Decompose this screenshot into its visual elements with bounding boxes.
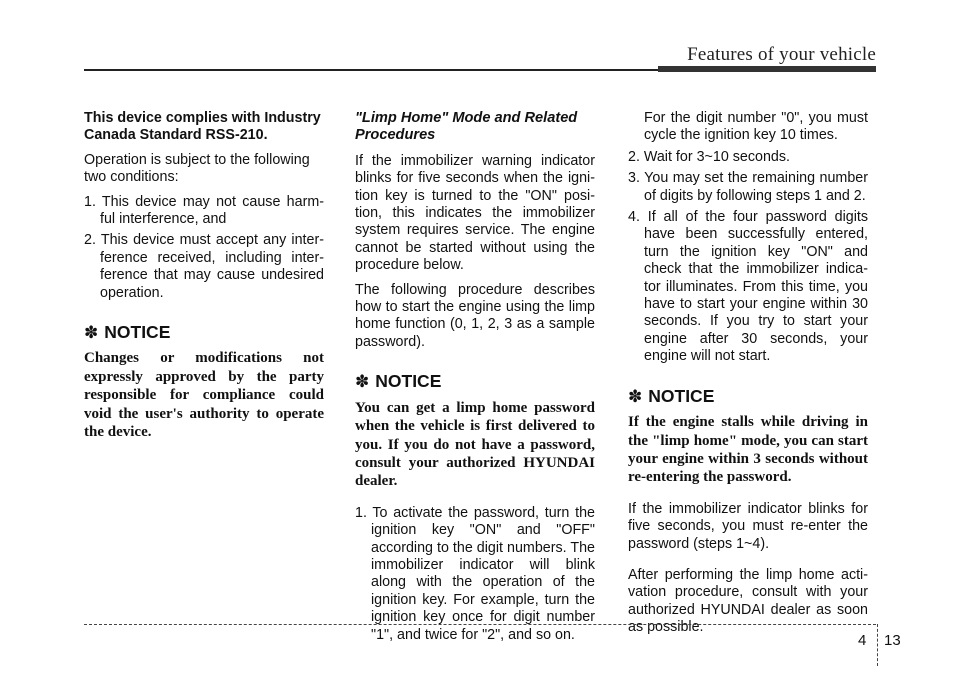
paragraph: After performing the limp home acti-vation procedure, consult with your authorized HYUNDAI dealer as soon as possible. [628,566,868,636]
list-item: 2. Wait for 3~10 seconds. [628,148,790,165]
page-number: 13 [884,632,901,649]
notice-title: NOTICE [375,371,442,392]
footer-rule [84,624,876,625]
notice-title: NOTICE [104,322,171,343]
column-middle [355,110,595,648]
compliance-statement: This device complies with Industry Canada Standard RSS-210. [84,110,321,144]
section-subheading: "Limp Home" Mode and Related Procedures [355,110,578,144]
list-item: 1. This device may not cause harm-ful interference, and [84,193,324,228]
asterisk-icon: ✽ [84,323,99,343]
notice-body: Changes or modifications not expressly approved by the party responsible for compliance could void the user's authority to operate the device. [84,350,324,441]
notice-heading [628,385,868,406]
notice-body: You can get a limp home password when the vehicle is first delivered to you. If you do not have a password, consult your authorized HYUNDAI dealer. [355,399,595,490]
paragraph: If the immobilizer indicator blinks for five seconds, you must re-enter the password (steps 1~4). [628,500,868,552]
chapter-number: 4 [858,632,867,649]
asterisk-icon: ✽ [628,386,643,406]
list-item: 2. This device must accept any inter-ference received, including inter-ference that may cause undesired operation. [84,232,324,301]
notice-title: NOTICE [648,385,715,406]
paragraph: The following procedure describes how to start the engine using the limp home function (0, 1, 2, 3 as a sample password). [355,281,595,350]
notice-heading [355,373,595,390]
header-rule [84,69,658,71]
paragraph: If the immobilizer warning indicator blinks for five seconds when the igni-tion key is turned to the "ON" posi-tion, this indicates the immobilizer system requires service. The engine cannot be started without using the procedure below. [355,152,595,274]
column-right [628,110,868,644]
footer-divider [877,624,878,666]
column-left [84,110,324,442]
header-tab-bar [658,66,876,72]
list-item-continuation: For the digit number "0", you must cycle the ignition key 10 times. [644,110,868,144]
notice-heading [84,324,324,341]
notice-body: If the engine stalls while driving in the "limp home" mode, you can start your engine within 3 seconds without re-entering the password. [628,414,868,486]
operation-text: Operation is subject to the following two conditions: [84,151,310,186]
list-item: 1. To activate the password, turn the ignition key "ON" and "OFF" according to the digit numbers. The immobilizer indicator will blink along with the operation of the ignition key. For example, turn the ignition key once for digit number "1", and twice for "2", and so on. [355,504,595,643]
list-item: 3. You may set the remaining number of digits by following steps 1 and 2. [628,170,868,204]
header-title: Features of your vehicle [687,44,876,65]
asterisk-icon: ✽ [355,372,370,392]
list-item: 4. If all of the four password digits have been successfully entered, turn the ignition key "ON" and check that the immobilizer indica-tor illuminates. From this time, you have to start your engine within 30 seconds. If you try to start your engine after 30 seconds, your engine will not start. [628,209,868,365]
